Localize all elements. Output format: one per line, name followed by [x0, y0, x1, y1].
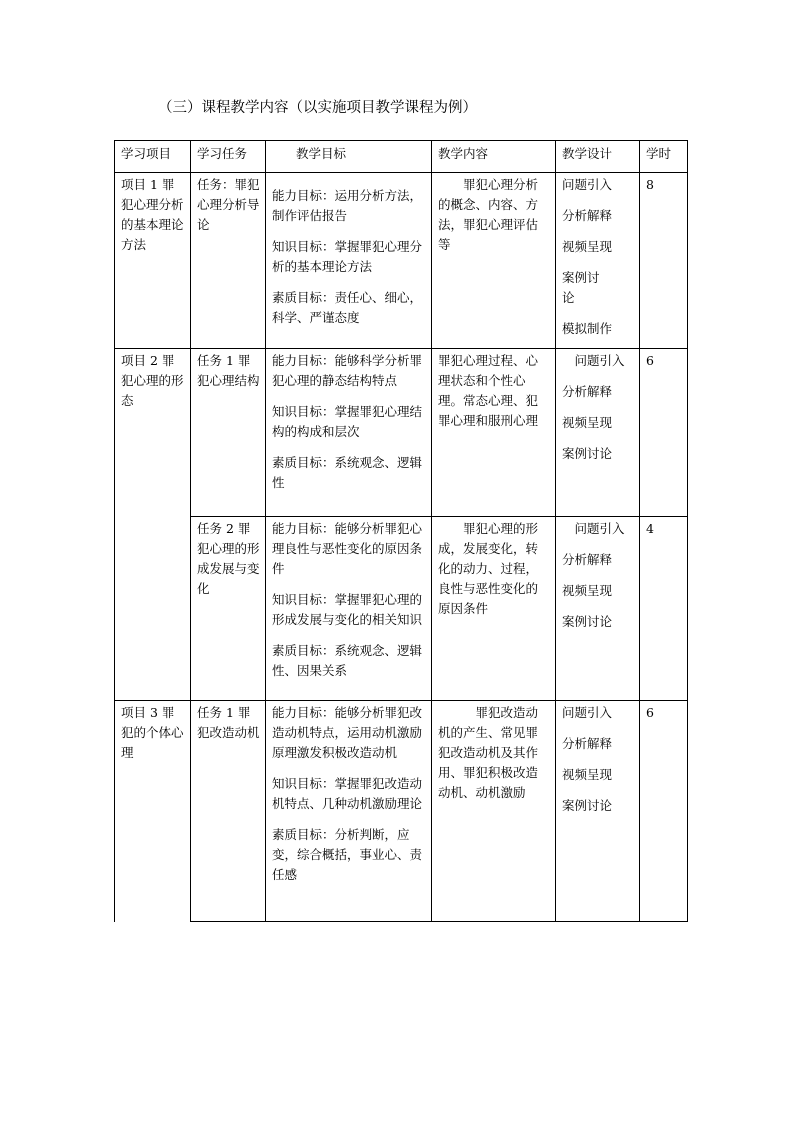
task-goals — [266, 701, 432, 922]
goal-quality: 素质目标：分析判断，应变，综合概括，事业心、责任感 — [272, 827, 423, 882]
task-content: 罪犯改造动机的产生、常见罪犯改造动机及其作用、罪犯积极改造动机、动机激励 — [432, 701, 556, 922]
table-row — [115, 701, 688, 922]
goal-knowledge: 知识目标：掌握罪犯心理分析的基本理论方法 — [272, 239, 423, 274]
header-task: 学习任务 — [191, 141, 266, 173]
task-name: 任务 1 罪犯改造动机 — [191, 701, 266, 922]
task-design: 问题引入 分析解释 视频呈现 案例讨论 — [556, 517, 640, 701]
project-name: 项目 3 罪犯的个体心理 — [115, 701, 191, 922]
table-row — [115, 349, 688, 517]
task-hours: 6 — [640, 349, 688, 517]
task-hours: 8 — [640, 173, 688, 349]
header-content: 教学内容 — [432, 141, 556, 173]
header-hours: 学时 — [640, 141, 688, 173]
goal-quality: 素质目标：系统观念、逻辑性 — [272, 455, 423, 490]
goal-ability: 能力目标：能够分析罪犯心理良性与恶性变化的原因条件 — [272, 521, 423, 576]
table-header-row — [115, 141, 688, 173]
table-row — [115, 517, 688, 701]
goal-knowledge: 知识目标：掌握罪犯改造动机特点、几种动机激励理论 — [272, 776, 423, 811]
task-hours: 4 — [640, 517, 688, 701]
goal-knowledge: 知识目标：掌握罪犯心理的形成发展与变化的相关知识 — [272, 592, 423, 627]
goal-knowledge: 知识目标：掌握罪犯心理结构的构成和层次 — [272, 404, 423, 439]
goal-ability: 能力目标：能够科学分析罪犯心理的静态结构特点 — [272, 353, 423, 388]
project-name: 项目 1 罪犯心理分析的基本理论方法 — [115, 173, 191, 349]
project-name: 项目 2 罪犯心理的形态 — [115, 349, 191, 701]
task-design: 问题引入 分析解释 视频呈现 案例讨论 模拟制作 — [556, 173, 640, 349]
task-goals — [266, 517, 432, 701]
header-goals: 教学目标 — [266, 141, 432, 173]
course-content-table — [114, 140, 688, 922]
task-name: 任务：罪犯心理分析导论 — [191, 173, 266, 349]
section-heading: （三）课程教学内容（以实施项目教学课程为例） — [158, 100, 477, 116]
goal-quality: 素质目标：责任心、细心，科学、严谨态度 — [272, 290, 423, 325]
task-goals — [266, 349, 432, 517]
task-hours: 6 — [640, 701, 688, 922]
task-design: 问题引入 分析解释 视频呈现 案例讨论 — [556, 701, 640, 922]
task-content: 罪犯心理的形成，发展变化，转化的动力、过程，良性与恶性变化的原因条件 — [432, 517, 556, 701]
task-content: 罪犯心理过程、心理状态和个性心理。常态心理、犯罪心理和服刑心理 — [432, 349, 556, 517]
task-name: 任务 2 罪犯心理的形成发展与变化 — [191, 517, 266, 701]
table-row — [115, 173, 688, 349]
header-project: 学习项目 — [115, 141, 191, 173]
task-goals — [266, 173, 432, 349]
goal-ability: 能力目标：运用分析方法，制作评估报告 — [272, 188, 423, 223]
task-name: 任务 1 罪犯心理结构 — [191, 349, 266, 517]
task-design: 问题引入 分析解释 视频呈现 案例讨论 — [556, 349, 640, 517]
header-design: 教学设计 — [556, 141, 640, 173]
goal-quality: 素质目标：系统观念、逻辑性、因果关系 — [272, 643, 423, 678]
goal-ability: 能力目标：能够分析罪犯改造动机特点，运用动机激励原理激发积极改造动机 — [272, 705, 423, 760]
task-content: 罪犯心理分析的概念、内容、方法，罪犯心理评估等 — [432, 173, 556, 349]
